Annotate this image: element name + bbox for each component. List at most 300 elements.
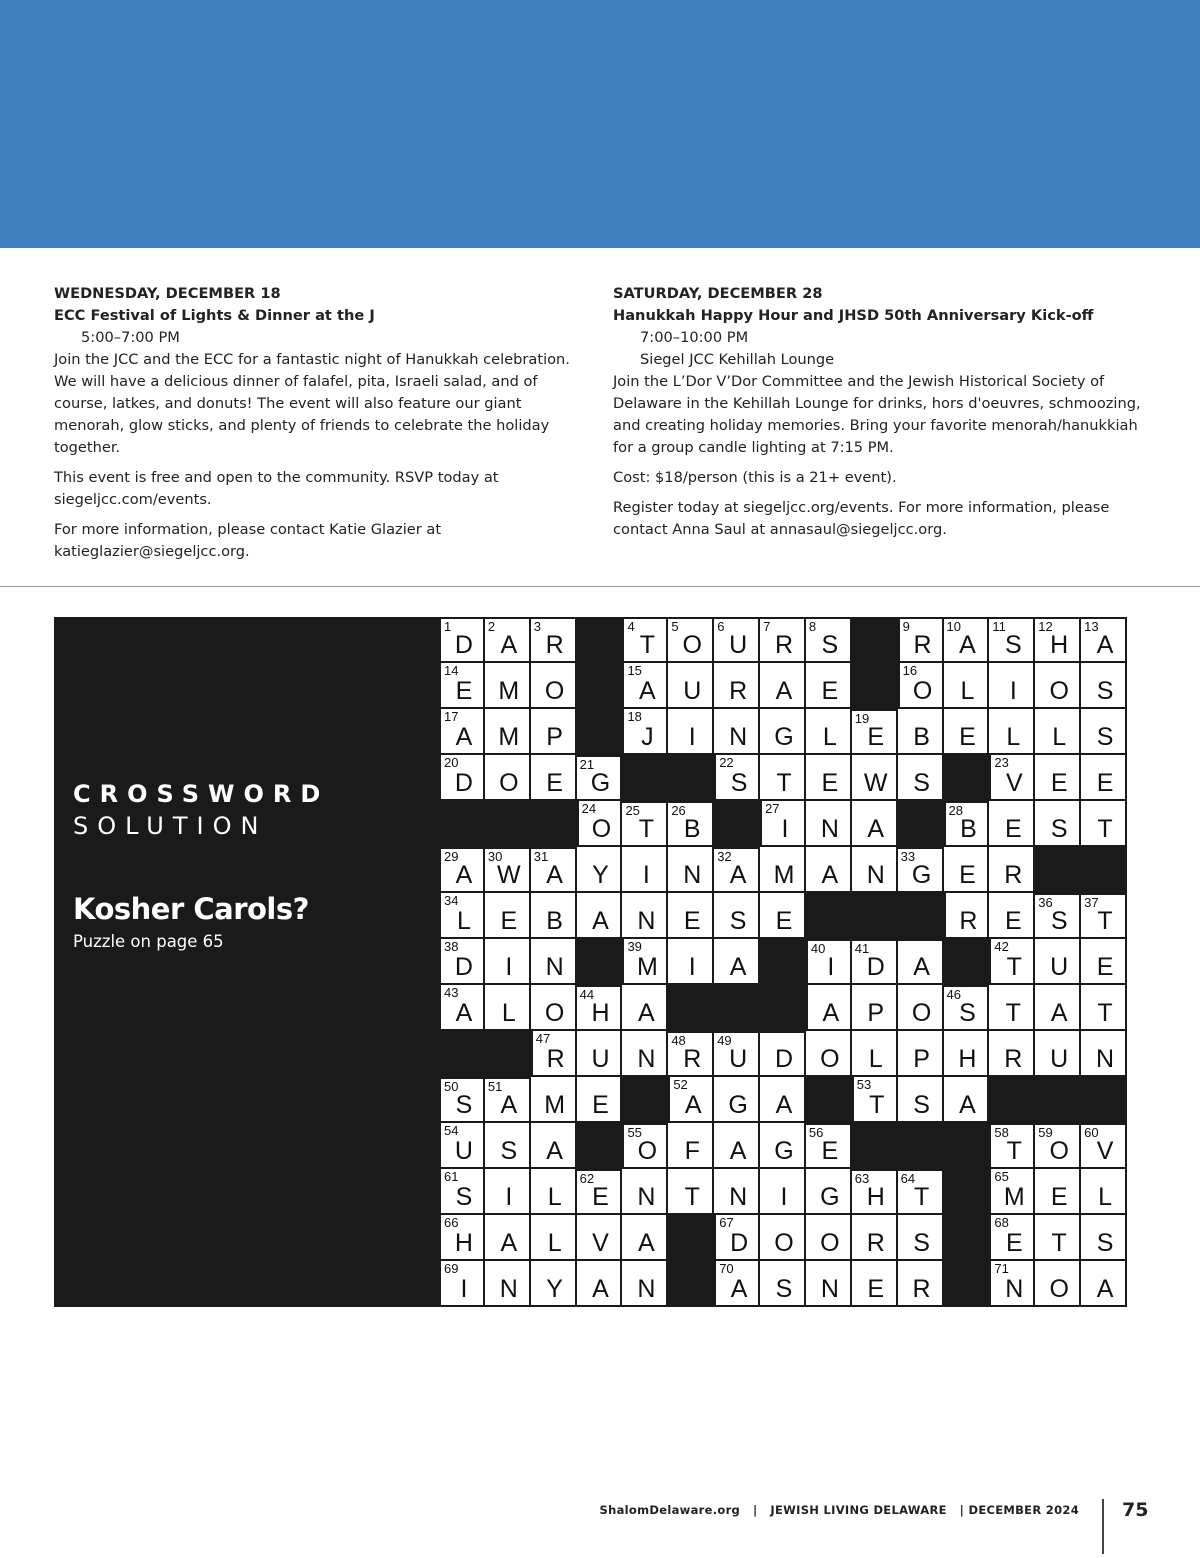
event-rsvp: This event is free and open to the community. RSVP today at siegeljcc.com/events. (54, 469, 499, 508)
crossword-cell (439, 617, 485, 663)
cell-letter: E (1004, 907, 1022, 935)
crossword-cell (485, 663, 531, 709)
crossword-block (668, 755, 714, 801)
crossword-block (622, 1077, 668, 1123)
crossword-cell (714, 709, 760, 755)
clue-number: 67 (719, 1215, 734, 1230)
crossword-cell (714, 663, 760, 709)
cell-letter: L (1006, 723, 1021, 751)
crossword-cell (944, 1077, 990, 1123)
cell-letter: S (1050, 815, 1068, 843)
crossword-cell (852, 1031, 898, 1077)
crossword-heading: CROSSWORD (73, 780, 330, 808)
crossword-cell (989, 663, 1035, 709)
crossword-cell (668, 847, 714, 893)
crossword-cell (531, 1169, 577, 1215)
cell-letter: N (729, 1183, 748, 1211)
crossword-cell (485, 755, 531, 801)
crossword-cell (485, 1169, 531, 1215)
event-contact: For more information, please contact Katie Glazier at katieglazier@siegeljcc.org. (54, 521, 442, 560)
clue-number: 47 (535, 1031, 551, 1046)
clue-number: 28 (948, 803, 963, 818)
cell-letter: E (1050, 1183, 1068, 1211)
crossword-cell (1081, 893, 1127, 939)
cell-letter: E (455, 677, 473, 705)
cell-letter: O (912, 677, 933, 705)
crossword-cell (944, 709, 990, 755)
crossword-block (944, 1123, 990, 1169)
cell-letter: G (820, 1183, 840, 1211)
cell-letter: A (821, 861, 839, 889)
crossword-cell (806, 617, 852, 663)
clue-number: 25 (625, 803, 640, 818)
cell-letter: E (867, 723, 885, 751)
crossword-block (944, 939, 990, 985)
clue-number: 65 (994, 1169, 1009, 1184)
cell-letter: O (682, 631, 702, 659)
cell-letter: P (546, 723, 563, 751)
cell-letter: A (500, 1229, 518, 1257)
cell-letter: W (496, 861, 521, 889)
clue-number: 33 (900, 849, 916, 864)
cell-letter: B (913, 723, 930, 751)
cell-letter: L (822, 723, 837, 751)
cell-letter: M (498, 723, 520, 751)
footer-publication: ShalomDelaware.org | JEWISH LIVING DELAWARE | DECEMBER 2024 (599, 1503, 1079, 1517)
crossword-cell (806, 1169, 852, 1215)
cell-letter: G (774, 723, 794, 751)
cell-letter: T (1006, 1137, 1022, 1165)
cell-letter: A (592, 907, 609, 935)
crossword-block (944, 1169, 990, 1215)
cell-letter: T (869, 1091, 885, 1119)
crossword-block (944, 755, 990, 801)
crossword-cell (668, 1031, 714, 1077)
crossword-cell (760, 801, 806, 847)
crossword-cell (989, 755, 1035, 801)
cell-letter: U (729, 1045, 748, 1073)
cell-letter: E (592, 1183, 609, 1211)
crossword-cell (852, 1077, 898, 1123)
cell-letter: O (544, 677, 565, 705)
clue-number: 71 (994, 1261, 1009, 1276)
crossword-block (898, 801, 944, 847)
cell-letter: V (1005, 769, 1023, 797)
cell-letter: M (544, 1091, 566, 1119)
crossword-cell (668, 939, 714, 985)
cell-letter: A (546, 861, 563, 889)
cell-letter: A (959, 1091, 976, 1119)
event-hanukkah-happy-hour (613, 283, 1158, 541)
crossword-cell (944, 1031, 990, 1077)
clue-number: 64 (900, 1171, 916, 1186)
cell-letter: H (454, 1229, 473, 1257)
cell-letter: A (455, 999, 473, 1027)
crossword-cell (531, 617, 577, 663)
crossword-cell (989, 617, 1035, 663)
crossword-block (852, 617, 898, 663)
cell-letter: I (460, 1275, 468, 1303)
crossword-cell (806, 801, 852, 847)
cell-letter: U (683, 677, 702, 705)
cell-letter: E (1004, 815, 1022, 843)
crossword-cell (668, 893, 714, 939)
crossword-cell (1035, 801, 1081, 847)
crossword-cell (806, 709, 852, 755)
cell-letter: S (913, 769, 930, 797)
crossword-block (439, 801, 485, 847)
cell-letter: P (913, 1045, 930, 1073)
crossword-cell (439, 985, 485, 1031)
cell-letter: N (820, 815, 839, 843)
clue-number: 3 (533, 619, 541, 634)
crossword-cell (989, 847, 1035, 893)
crossword-cell (1035, 755, 1081, 801)
crossword-cell (760, 847, 806, 893)
cell-letter: A (500, 1091, 518, 1119)
crossword-cell (1035, 985, 1081, 1031)
cell-letter: A (455, 723, 473, 751)
cell-letter: T (684, 1183, 700, 1211)
crossword-cell (622, 663, 668, 709)
cell-letter: E (500, 907, 518, 935)
event-contact: Register today at siegeljcc.org/events. For more information, please contact Anna Saul at annasaul@siegeljcc.org. (613, 499, 1110, 538)
crossword-cell (622, 847, 668, 893)
cell-letter: A (639, 677, 656, 705)
crossword-cell (531, 1261, 577, 1307)
crossword-cell (531, 1031, 577, 1077)
crossword-cell (898, 1169, 944, 1215)
crossword-cell (439, 893, 485, 939)
crossword-cell (1035, 617, 1081, 663)
crossword-cell (485, 847, 531, 893)
clue-number: 30 (487, 849, 503, 864)
clue-number: 43 (444, 985, 459, 1000)
cell-letter: O (1049, 1275, 1069, 1303)
crossword-cell (531, 663, 577, 709)
crossword-cell (531, 1123, 577, 1169)
cell-letter: E (1005, 1229, 1023, 1257)
clue-number: 11 (992, 619, 1006, 634)
crossword-cell (760, 1215, 806, 1261)
crossword-cell (577, 1031, 623, 1077)
crossword-block (1035, 847, 1081, 893)
crossword-cell (714, 847, 760, 893)
cell-letter: E (821, 1137, 839, 1165)
cell-letter: N (1005, 1275, 1024, 1303)
cell-letter: Y (546, 1275, 563, 1303)
crossword-block (852, 893, 898, 939)
clue-number: 52 (673, 1077, 688, 1092)
cell-letter: R (545, 631, 564, 659)
crossword-block (989, 1077, 1035, 1123)
crossword-cell (577, 1169, 623, 1215)
crossword-cell (439, 939, 485, 985)
crossword-cell (439, 1169, 485, 1215)
crossword-cell (622, 617, 668, 663)
crossword-block (531, 801, 577, 847)
crossword-cell (577, 985, 623, 1031)
cell-letter: S (821, 631, 839, 659)
clue-number: 10 (946, 619, 961, 634)
crossword-block (944, 1215, 990, 1261)
event-cost: Cost: $18/person (this is a 21+ event). (613, 469, 897, 486)
footer-divider (1102, 1499, 1104, 1554)
crossword-cell (668, 1123, 714, 1169)
cell-letter: A (729, 953, 747, 981)
crossword-cell (439, 1261, 485, 1307)
crossword-cell (898, 1215, 944, 1261)
clue-number: 38 (444, 939, 459, 954)
cell-letter: I (505, 1183, 513, 1211)
crossword-cell (1081, 1169, 1127, 1215)
clue-number: 59 (1038, 1125, 1053, 1140)
cell-letter: E (821, 677, 839, 705)
event-title: Hanukkah Happy Hour and JHSD 50th Anniversary Kick-off (613, 307, 1094, 324)
crossword-cell (898, 1077, 944, 1123)
cell-letter: U (1050, 953, 1069, 981)
crossword-cell (531, 1215, 577, 1261)
cell-letter: L (960, 677, 975, 705)
cell-letter: N (637, 1183, 656, 1211)
event-date: SATURDAY, DECEMBER 28 (613, 285, 823, 302)
crossword-cell (760, 1031, 806, 1077)
crossword-cell (898, 1031, 944, 1077)
cell-letter: O (774, 1229, 794, 1257)
clue-number: 6 (717, 619, 725, 634)
cell-letter: M (636, 953, 658, 981)
crossword-block (577, 617, 623, 663)
crossword-cell (622, 985, 668, 1031)
clue-number: 19 (854, 711, 870, 726)
cell-letter: I (780, 1183, 788, 1211)
clue-number: 15 (627, 663, 642, 678)
cell-letter: E (959, 861, 976, 889)
crossword-cell (760, 1077, 806, 1123)
cell-letter: E (546, 769, 563, 797)
crossword-cell (577, 801, 623, 847)
crossword-cell (898, 663, 944, 709)
crossword-cell (852, 985, 898, 1031)
clue-number: 17 (444, 709, 459, 724)
clue-number: 60 (1084, 1125, 1099, 1140)
clue-number: 66 (444, 1215, 459, 1230)
cell-letter: A (500, 631, 518, 659)
crossword-cell (806, 985, 852, 1031)
cell-letter: N (820, 1275, 839, 1303)
crossword-cell (622, 1031, 668, 1077)
crossword-cell (1035, 663, 1081, 709)
crossword-cell (622, 1261, 668, 1307)
crossword-cell (898, 709, 944, 755)
clue-number: 31 (533, 849, 549, 864)
cell-letter: S (1096, 723, 1114, 751)
crossword-cell (1035, 709, 1081, 755)
clue-number: 27 (765, 801, 780, 816)
crossword-cell (806, 1261, 852, 1307)
crossword-cell (760, 755, 806, 801)
cell-letter: I (642, 861, 650, 889)
crossword-cell (989, 801, 1035, 847)
crossword-cell (485, 1261, 531, 1307)
crossword-cell (485, 1077, 531, 1123)
cell-letter: I (827, 953, 835, 981)
cell-letter: S (1096, 1229, 1114, 1257)
event-description: Join the JCC and the ECC for a fantastic night of Hanukkah celebration. We will have a delicious dinner of falafel, pita, Israeli salad, and of course, latkes, and donuts! The event will also feature our giant menorah, glow sticks, and plenty of friends to celebrate the holiday together. (54, 351, 570, 456)
cell-letter: N (499, 1275, 518, 1303)
crossword-cell (1035, 1123, 1081, 1169)
cell-letter: Y (592, 861, 609, 889)
clue-number: 16 (902, 663, 918, 678)
cell-letter: U (591, 1045, 610, 1073)
cell-letter: E (775, 907, 793, 935)
cell-letter: I (781, 815, 789, 843)
crossword-cell (1081, 801, 1127, 847)
cell-letter: O (1049, 1137, 1069, 1165)
crossword-cell (439, 1123, 485, 1169)
crossword-cell (852, 801, 898, 847)
crossword-cell (485, 939, 531, 985)
cell-letter: D (866, 953, 885, 981)
clue-number: 20 (444, 755, 459, 770)
cell-letter: N (866, 861, 885, 889)
cell-letter: N (545, 953, 564, 981)
cell-letter: M (773, 861, 795, 889)
cell-letter: S (1004, 631, 1022, 659)
crossword-cell (439, 709, 485, 755)
crossword-cell (806, 1123, 852, 1169)
crossword-cell (622, 893, 668, 939)
cell-letter: R (1004, 861, 1023, 889)
cell-letter: E (683, 907, 701, 935)
clue-number: 40 (810, 941, 826, 956)
cell-letter: A (638, 999, 655, 1027)
crossword-cell (531, 893, 577, 939)
crossword-block (485, 1031, 531, 1077)
clue-number: 18 (627, 709, 642, 724)
cell-letter: L (1098, 1183, 1112, 1211)
puzzle-reference: Puzzle on page 65 (73, 932, 224, 951)
crossword-cell (944, 663, 990, 709)
cell-letter: I (688, 723, 696, 751)
cell-letter: V (592, 1229, 609, 1257)
clue-number: 56 (808, 1125, 824, 1140)
crossword-block (852, 663, 898, 709)
crossword-cell (485, 617, 531, 663)
cell-letter: G (728, 1091, 748, 1119)
crossword-cell (668, 617, 714, 663)
crossword-cell (577, 847, 623, 893)
crossword-cell (898, 1261, 944, 1307)
crossword-cell (806, 847, 852, 893)
event-title: ECC Festival of Lights & Dinner at the J (54, 307, 375, 324)
crossword-cell (806, 939, 852, 985)
cell-letter: W (863, 769, 888, 797)
clue-number: 41 (854, 941, 870, 956)
cell-letter: S (455, 1091, 473, 1119)
clue-number: 54 (444, 1123, 459, 1138)
event-location: Siegel JCC Kehillah Lounge (640, 351, 835, 368)
cell-letter: T (638, 815, 655, 843)
crossword-cell (1035, 1169, 1081, 1215)
cell-letter: S (913, 1229, 930, 1257)
crossword-cell (577, 893, 623, 939)
cell-letter: S (1050, 907, 1068, 935)
crossword-block (898, 1123, 944, 1169)
crossword-cell (439, 663, 485, 709)
cell-letter: T (639, 631, 656, 659)
cell-letter: D (454, 769, 473, 797)
crossword-cell (760, 1261, 806, 1307)
crossword-cell (944, 893, 990, 939)
crossword-cell (714, 1077, 760, 1123)
cell-letter: O (544, 999, 565, 1027)
crossword-block (1035, 1077, 1081, 1123)
cell-letter: E (1096, 769, 1114, 797)
event-time: 5:00–7:00 PM (81, 329, 180, 346)
cell-letter: H (866, 1183, 885, 1211)
crossword-block (439, 1031, 485, 1077)
cell-letter: R (1004, 1045, 1023, 1073)
cell-letter: R (729, 677, 748, 705)
crossword-cell (852, 939, 898, 985)
cell-letter: S (455, 1183, 473, 1211)
crossword-cell (668, 801, 714, 847)
cell-letter: G (911, 861, 932, 889)
cell-letter: A (729, 1137, 747, 1165)
cell-letter: O (591, 815, 612, 843)
clue-number: 22 (719, 755, 734, 770)
crossword-cell (485, 985, 531, 1031)
crossword-block (806, 893, 852, 939)
clue-number: 7 (763, 619, 771, 634)
cell-letter: T (1097, 907, 1113, 935)
clue-number: 48 (671, 1033, 686, 1048)
crossword-cell (439, 755, 485, 801)
cell-letter: A (730, 1275, 748, 1303)
cell-letter: S (913, 1091, 930, 1119)
crossword-cell (668, 1169, 714, 1215)
crossword-cell (531, 985, 577, 1031)
crossword-cell (714, 893, 760, 939)
crossword-cell (1035, 893, 1081, 939)
crossword-cell (485, 709, 531, 755)
crossword-subheading: SOLUTION (73, 812, 268, 840)
cell-letter: B (546, 907, 563, 935)
clue-number: 36 (1038, 895, 1053, 910)
cell-letter: O (820, 1045, 840, 1073)
clue-number: 37 (1084, 895, 1099, 910)
crossword-cell (622, 1215, 668, 1261)
crossword-block (622, 755, 668, 801)
cell-letter: T (1097, 999, 1113, 1027)
clue-number: 2 (487, 619, 496, 634)
crossword-cell (577, 1077, 623, 1123)
page-number: 75 (1122, 1499, 1149, 1521)
cell-letter: T (1051, 1229, 1067, 1257)
cell-letter: S (959, 999, 976, 1027)
crossword-block (806, 1077, 852, 1123)
cell-letter: D (454, 953, 473, 981)
cell-letter: T (913, 1183, 930, 1211)
crossword-cell (485, 893, 531, 939)
cell-letter: L (547, 1183, 562, 1211)
cell-letter: D (454, 631, 473, 659)
cell-letter: R (912, 1275, 931, 1303)
crossword-cell (622, 939, 668, 985)
cell-letter: A (913, 953, 930, 981)
crossword-cell (1081, 709, 1127, 755)
